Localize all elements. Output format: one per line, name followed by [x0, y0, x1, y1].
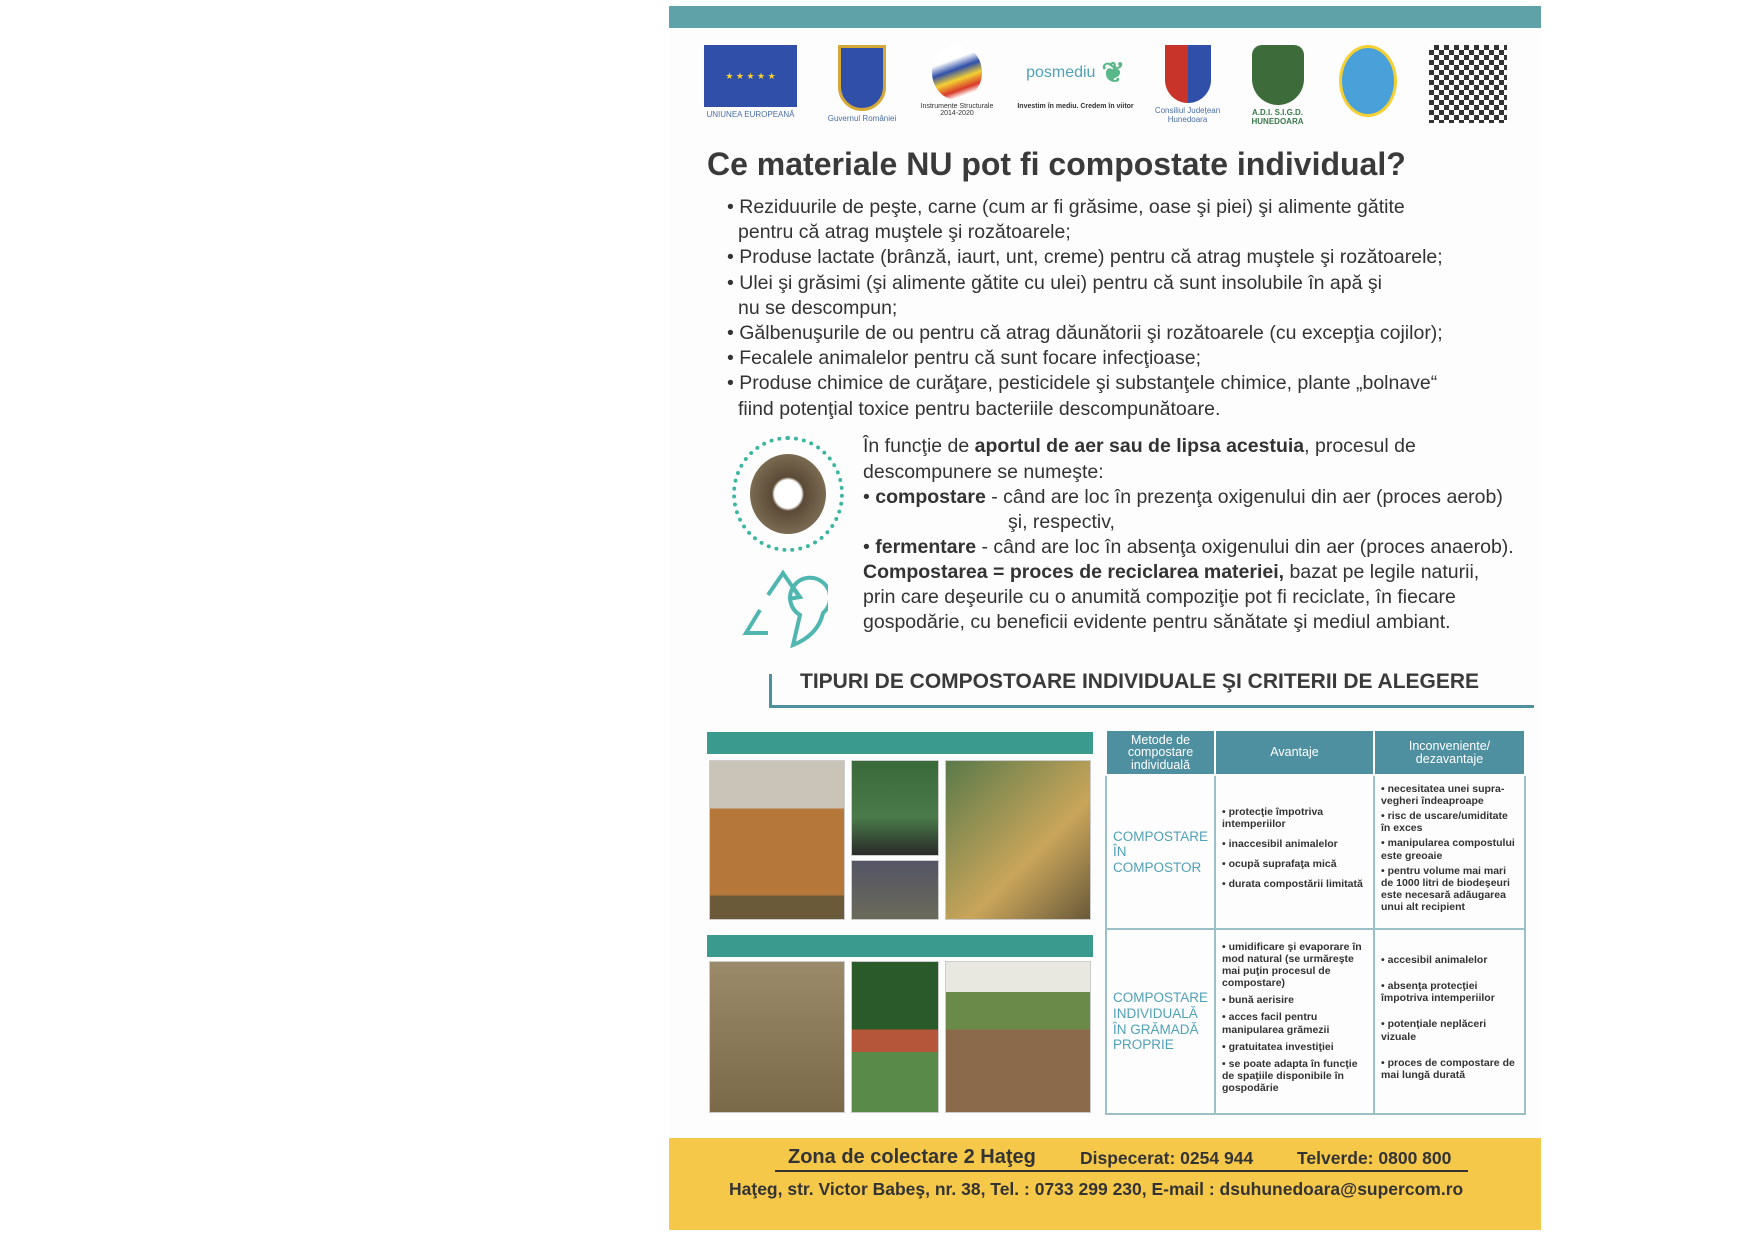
table-header: Metode de compostare individuală Avantaje Inconveniente/ dezavantaje: [1106, 730, 1525, 775]
process-line: descompunere se numeşte:: [863, 461, 1104, 483]
bullet-line: • Gălbenuşurile de ou pentru că atrag dăunătorii şi rozătoarele (cu excepţia cojilor);: [727, 322, 1443, 344]
shield-icon: [1252, 45, 1304, 105]
county-council-logo: Consiliul Judeţean Hunedoara: [1150, 45, 1225, 124]
qr-code[interactable]: [1428, 45, 1508, 126]
bullet-line: fiind potenţial toxice pentru bacteriile descompunătoare.: [738, 398, 1221, 420]
photo-bar-compostor: [707, 732, 1093, 754]
process-line: şi, respectiv,: [1008, 511, 1115, 533]
photo-bar-heap: [707, 935, 1093, 957]
table-row: COMPOSTARE INDIVIDUALĂ ÎN GRĂMADĂ PROPRIE • umidificare şi evaporare în mod natural (se urmăreşte mai puţin procesul de compostare) • bună aerisire • acces facil pentru manipularea grămezii • gratuitatea investiţiei • se poate adapta în funcţie de spaţiile disponibile în gospodărie • accesibil animalelor • absenţa protecţiei împotriva intemperiilor • potenţiale neplăceri vizuale • proces de compostare de mai lungă durată: [1106, 929, 1525, 1114]
swoosh-icon: [932, 45, 982, 100]
adi-sigd-logo: A.D.I. S.I.G.D. HUNEDOARA: [1240, 45, 1315, 126]
supercom-logo: [1338, 45, 1398, 120]
process-line: • fermentare - când are loc în absenţa oxigenului din aer (proces anaerob).: [863, 536, 1514, 558]
bullet-line: • Fecalele animalelor pentru că sunt focare infecţioase;: [727, 347, 1201, 369]
hands-leaf-icon: ❦: [1101, 57, 1125, 88]
process-line: prin care deşeurile cu o anumită compoziţie pot fi reciclate, în fiecare: [863, 586, 1456, 608]
table-row: COMPOSTARE ÎN COMPOSTOR • protecţie împotriva intemperiilor • inaccesibil animalelor • ocupă suprafaţa mică • durata compostării limitată • necesitatea unei supra-vegheri îndeaproape • risc de uscare/umiditate în exces • manipularea compostului este greoaie • pentru volume mai mari de 1000 litri de biodeşeuri este necesară adăugarea unui alt recipient: [1106, 775, 1525, 929]
posmediu-logo: posmediu ❦ Investim în mediu. Credem în viitor: [1017, 57, 1134, 110]
section-title: TIPURI DE COMPOSTOARE INDIVIDUALE ŞI CRITERII DE ALEGERE: [800, 670, 1480, 693]
coat-of-arms-icon: [838, 45, 886, 111]
photo-black-bin: [851, 860, 939, 920]
process-line: Compostarea = proces de reciclarea materiei, bazat pe legile naturii,: [863, 561, 1480, 583]
process-line: • compostare - când are loc în prezenţa oxigenului din aer (proces aerob): [863, 486, 1503, 508]
recycle-leaf-icon: [738, 565, 828, 655]
instrumente-logo: Instrumente Structurale 2014-2020: [912, 45, 1002, 117]
photo-wooden-compostor: [709, 760, 845, 920]
footer-underline: [775, 1170, 1468, 1172]
qr-code-icon: [1429, 45, 1507, 123]
photo-man-composting: [945, 760, 1091, 920]
compost-methods-table: [1105, 729, 1526, 1115]
photo-tumbler: [851, 961, 939, 1113]
process-line: gospodărie, cu beneficii evidente pentru sănătate şi mediul ambiant.: [863, 611, 1451, 633]
bullet-line: • Ulei şi grăsimi (şi alimente gătite cu ulei) pentru că sunt insolubile în apă şi: [727, 272, 1382, 294]
bullet-line: • Reziduurile de peşte, carne (cum ar fi grăsime, oase şi piei) şi alimente gătite: [727, 196, 1405, 218]
page-title: Ce materiale NU pot fi compostate individual?: [707, 146, 1406, 182]
government-logo: Guvernul României: [822, 45, 902, 123]
compost-circle-icon: [732, 436, 844, 552]
address-line: Haţeg, str. Victor Babeş, nr. 38, Tel. : 0733 299 230, E-mail : dsuhunedoara@supercom.ro: [729, 1179, 1464, 1199]
photo-compost-heap: [945, 961, 1091, 1113]
bullet-line: • Produse lactate (brânză, iaurt, unt, creme) pentru că atrag muştele şi rozătoarele;: [727, 246, 1443, 268]
bullet-line: • Produse chimice de curăţare, pesticidele şi substanţele chimice, plante „bolnave“: [727, 372, 1438, 394]
county-coat-icon: [1165, 45, 1211, 103]
collection-zone: Zona de colectare 2 Haţeg: [788, 1146, 1036, 1168]
photo-heap-box: [709, 961, 845, 1113]
bullet-line: nu se descompun;: [738, 297, 898, 319]
process-line: În funcţie de aportul de aer sau de lipsa acestuia, procesul de: [863, 435, 1416, 457]
eu-flag-icon: ★ ★ ★ ★ ★: [704, 45, 797, 107]
supercom-emblem-icon: [1339, 45, 1397, 117]
dispatcher-phone: Dispecerat: 0254 944: [1080, 1148, 1254, 1168]
top-teal-bar: [669, 6, 1541, 28]
greenline-phone: Telverde: 0800 800: [1297, 1148, 1452, 1168]
bullet-line: pentru că atrag muştele şi rozătoarele;: [738, 221, 1071, 243]
eu-logo: ★ ★ ★ ★ ★ UNIUNEA EUROPEANĂ: [703, 45, 798, 119]
photo-plastic-compostor: [851, 760, 939, 856]
